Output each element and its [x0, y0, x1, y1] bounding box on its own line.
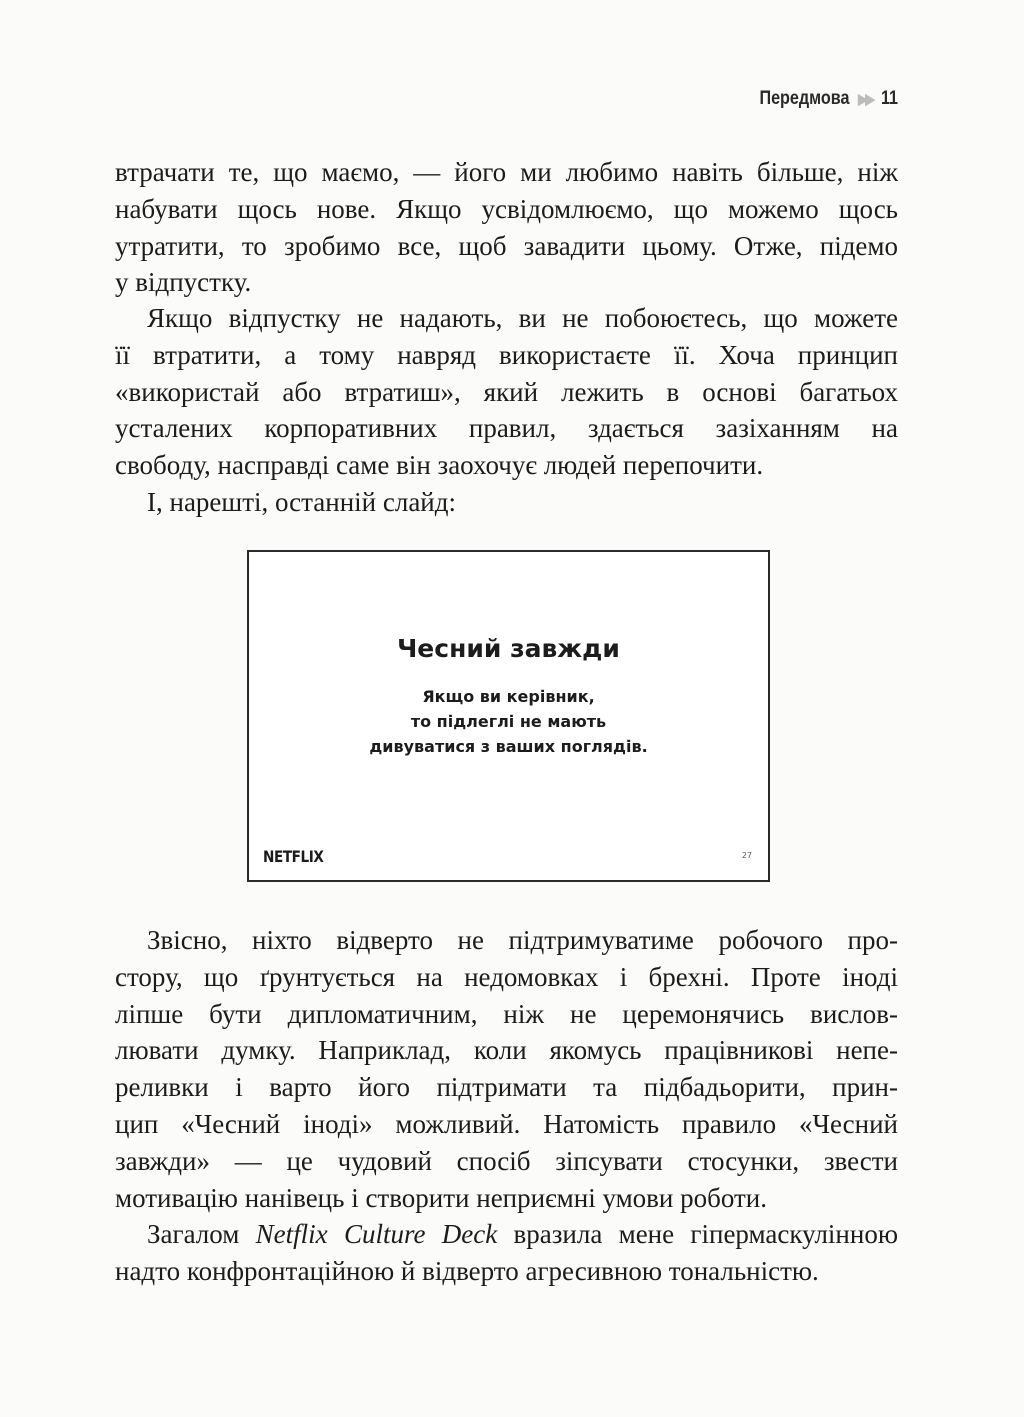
slide-body-line: Якщо ви керівник,	[422, 687, 595, 706]
text-line: її втратити, а тому навряд використаєте її. Хоча принцип	[115, 339, 898, 370]
page-number: 11	[880, 88, 898, 109]
text-line: Звісно, ніхто відверто не підтримуватиме робочого про-	[147, 925, 898, 955]
text-line: стору, що ґрунтується на недомовках і брехні. Проте іноді	[115, 961, 898, 992]
paragraph-2	[115, 300, 898, 484]
paragraph-3	[115, 484, 898, 521]
slide-body-line: дивуватися з ваших поглядів.	[369, 737, 648, 756]
slide-body	[249, 684, 768, 759]
text-line: надто конфронтаційною й відверто агресивною тональністю.	[115, 1255, 819, 1286]
text-line: цип «Чесний іноді» можливий. Натомість правило «Чесний	[115, 1108, 898, 1139]
text-line: лювати думку. Наприклад, коли якомусь працівникові непе-	[115, 1035, 898, 1066]
text-line: Якщо відпустку не надають, ви не побоюєтесь, що можете	[147, 303, 898, 333]
slide-body-line: то підлеглі не мають	[410, 712, 607, 731]
paragraph-1	[115, 154, 898, 301]
text-line: І, нарешті, останній слайд:	[147, 487, 456, 517]
text-line: у відпустку.	[115, 267, 252, 298]
text-line: свободу, насправді саме він заохочує людей перепочити.	[115, 450, 764, 481]
text-line: мотивацію нанівець і створити неприємні умови роботи.	[115, 1182, 768, 1213]
text-line: усталених корпоративних правил, здається зазіханням на	[115, 413, 898, 444]
double-arrow-icon: ▶▶	[857, 91, 873, 108]
italic-title: Netflix Culture Deck	[255, 1219, 498, 1249]
paragraph-4	[115, 922, 898, 1216]
text-line	[115, 1216, 898, 1253]
running-header	[759, 88, 898, 110]
text-line: «використай або втратиш», який лежить в основі багатьох	[115, 376, 898, 407]
text-span: Загалом	[147, 1219, 256, 1249]
text-line: набувати щось нове. Якщо усвідомлюємо, що можемо щось	[115, 193, 898, 224]
netflix-logo: NETFLIX	[263, 847, 324, 866]
text-line: утратити, то зробимо все, щоб завадити цьому. Отже, підемо	[115, 230, 898, 261]
text-line: завжди» — це чудовий спосіб зіпсувати стосунки, звести	[115, 1145, 898, 1176]
slide-image	[247, 550, 770, 882]
section-title: Передмова	[759, 88, 850, 109]
text-line: втрачати те, що маємо, — його ми любимо навіть більше, ніж	[115, 157, 898, 187]
text-span: вразила мене гіпермаскулінною	[497, 1219, 898, 1249]
slide-number: 27	[741, 851, 752, 860]
slide-title: Чесний завжди	[397, 634, 620, 663]
text-line: ліпше бути дипломатичним, ніж не церемонячись вислов-	[115, 998, 898, 1029]
text-line: реливки і варто його підтримати та підбадьорити, прин-	[115, 1072, 898, 1103]
paragraph-5	[115, 1216, 898, 1290]
